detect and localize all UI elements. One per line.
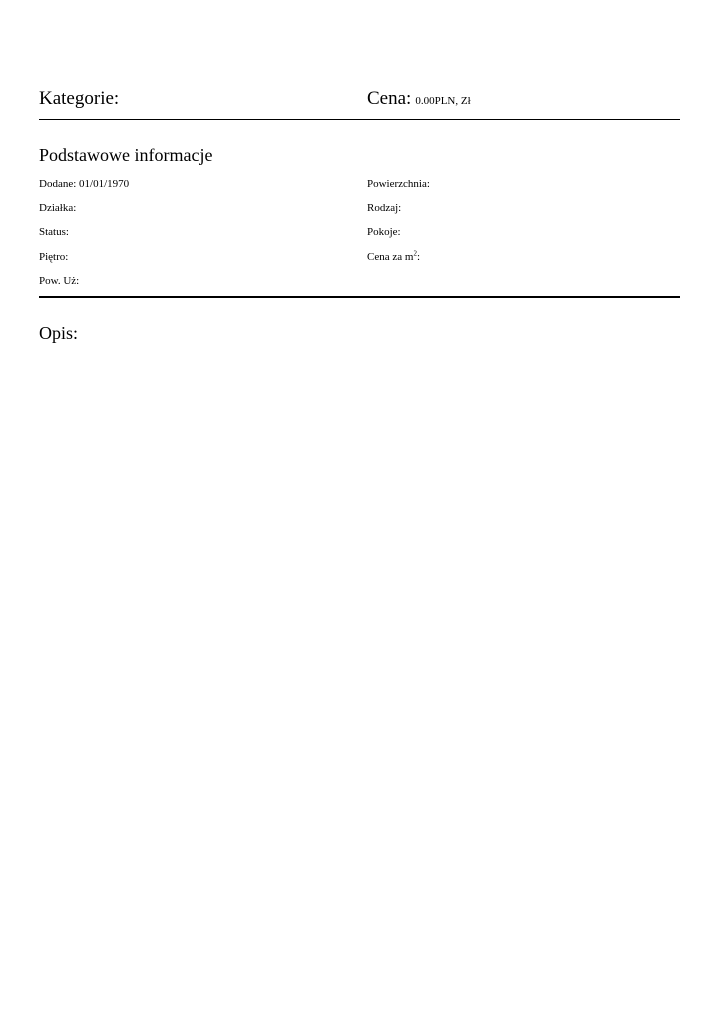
info-type-label: Rodzaj:	[367, 202, 402, 214]
info-floor-label: Piętro:	[39, 251, 69, 263]
info-added-label: Dodane:	[39, 178, 77, 190]
info-floor	[39, 250, 68, 264]
info-area	[367, 177, 430, 191]
info-rooms-label: Pokoje:	[367, 226, 401, 238]
header-divider	[39, 119, 680, 120]
info-area-label: Powierzchnia:	[367, 178, 430, 190]
header-row	[39, 86, 680, 114]
info-usable-area	[39, 274, 79, 288]
price-value: 0.00PLN, Zł	[415, 95, 471, 107]
info-rooms	[367, 225, 401, 239]
info-added	[39, 177, 129, 191]
price-heading	[367, 86, 471, 114]
basic-info-title: Podstawowe informacje	[39, 145, 213, 165]
info-price-per-m2-suffix: :	[416, 251, 420, 263]
info-price-per-m2-label	[367, 251, 420, 263]
category-heading	[39, 86, 119, 112]
info-status	[39, 225, 69, 239]
description-title: Opis:	[39, 323, 79, 343]
section-divider	[39, 296, 680, 298]
info-plot	[39, 201, 76, 215]
info-usable-area-label: Pow. Uż:	[39, 275, 80, 287]
price-label: Cena:	[367, 88, 412, 109]
info-price-per-m2	[367, 250, 420, 264]
category-label: Kategorie:	[39, 88, 120, 109]
info-type	[367, 201, 401, 215]
info-status-label: Status:	[39, 226, 69, 238]
info-price-per-m2-prefix: Cena za m	[367, 251, 414, 263]
info-price-per-m2-sup: 2	[413, 249, 417, 258]
info-plot-label: Działka:	[39, 202, 77, 214]
info-added-value: 01/01/1970	[79, 178, 130, 190]
